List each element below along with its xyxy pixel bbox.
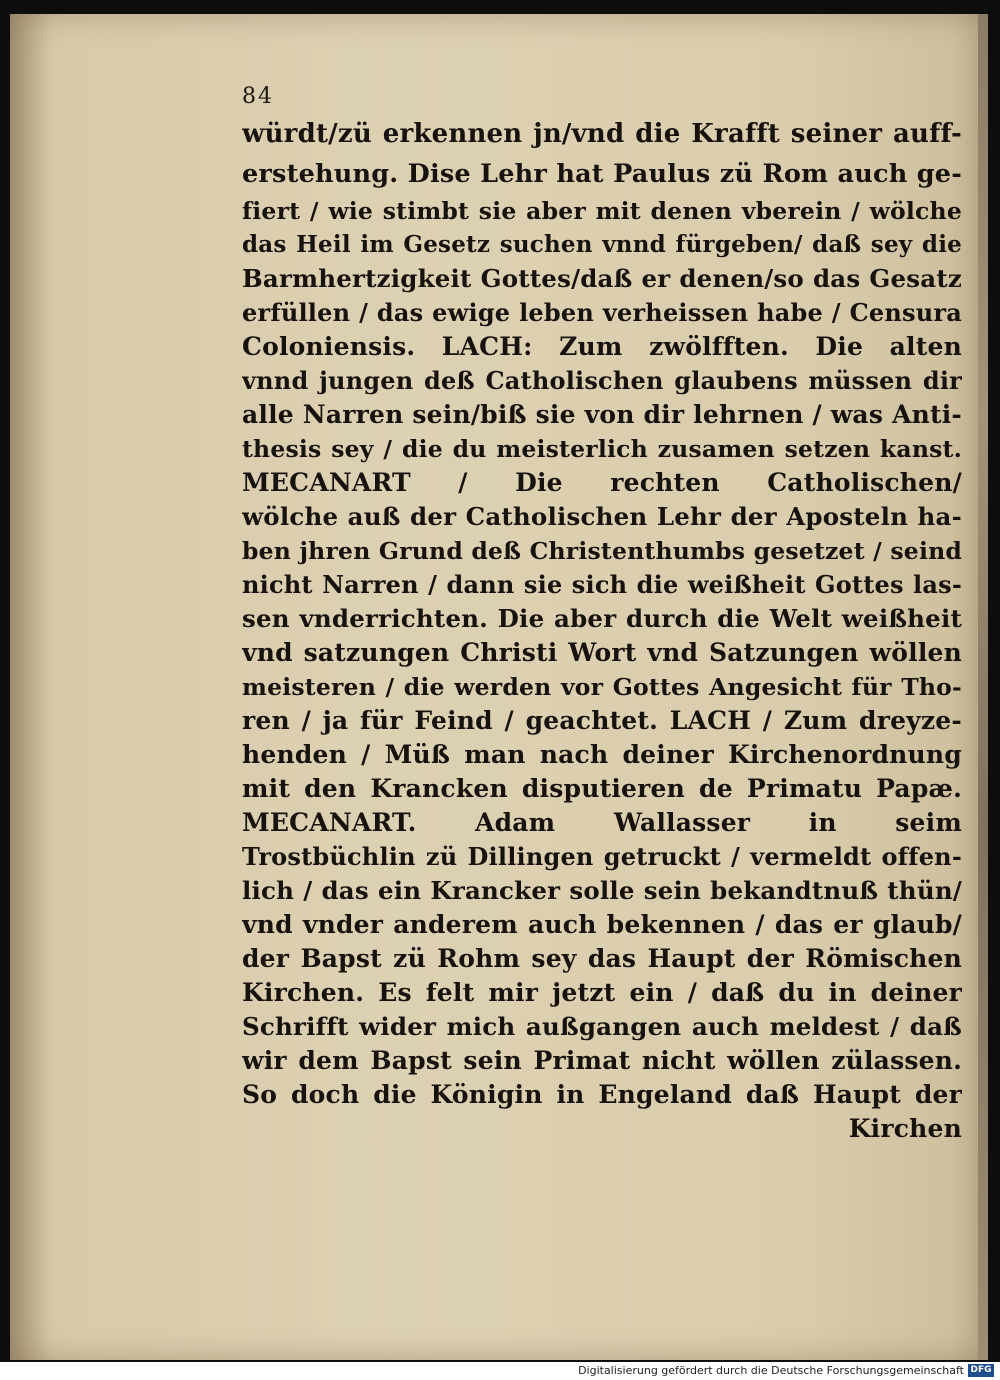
- text-line: der Bapst zü Rohm sey das Haupt der Römischen: [242, 944, 962, 973]
- text-line: Trostbüchlin zü Dillingen getruckt / vermeldt offen-: [242, 842, 962, 871]
- text-line: Kirchen. Es felt mir jetzt ein / daß du in deiner: [242, 978, 962, 1007]
- text-line: ren / ja für Feind / geachtet. LACH / Zum dreyze-: [242, 706, 962, 735]
- text-line: henden / Müß man nach deiner Kirchenordnung: [242, 740, 962, 769]
- text-line: erstehung. Dise Lehr hat Paulus zü Rom auch ge-: [242, 159, 962, 189]
- text-line: Schrifft wider mich außgangen auch meldest / daß: [242, 1012, 962, 1041]
- text-line: sen vnderrichten. Die aber durch die Welt weißheit: [242, 604, 962, 633]
- text-line: das Heil im Gesetz suchen vnnd fürgeben/ daß sey die: [242, 231, 962, 258]
- text-line: MECANART. Adam Wallasser in seim: [242, 808, 962, 837]
- text-line: wir dem Bapst sein Primat nicht wöllen zülassen.: [242, 1046, 962, 1075]
- text-line: lich / das ein Krancker solle sein bekandtnuß thün/: [242, 876, 962, 905]
- text-line: vnd satzungen Christi Wort vnd Satzungen wöllen: [242, 638, 962, 667]
- text-line: thesis sey / die du meisterlich zusamen setzen kanst.: [242, 435, 962, 463]
- text-line: mit den Krancken disputieren de Primatu Papæ.: [242, 774, 962, 803]
- footer-bar: [0, 1362, 1000, 1380]
- text-line: alle Narren sein/biß sie von dir lehrnen / was Anti-: [242, 400, 962, 429]
- text-line: Coloniensis. LACH: Zum zwölfften. Die alten: [242, 332, 962, 361]
- text-line: meisteren / die werden vor Gottes Angesicht für Tho-: [242, 673, 962, 701]
- text-line: fiert / wie stimbt sie aber mit denen vberein / wölche: [242, 197, 962, 225]
- funding-credit: Digitalisierung gefördert durch die Deutsche Forschungsgemeinschaft: [578, 1364, 964, 1377]
- text-line: Barmhertzigkeit Gottes/daß er denen/so das Gesatz: [242, 264, 962, 293]
- text-line: nicht Narren / dann sie sich die weißheit Gottes las-: [242, 570, 962, 599]
- book-page: [10, 14, 988, 1360]
- text-line: vnnd jungen deß Catholischen glaubens müssen dir: [242, 366, 962, 395]
- text-line: MECANART / Die rechten Catholischen/: [242, 468, 962, 497]
- dfg-logo: DFG: [968, 1364, 994, 1377]
- text-line: würdt/zü erkennen jn/vnd die Krafft seiner auff-: [242, 119, 962, 149]
- text-line: erfüllen / das ewige leben verheissen habe / Censura: [242, 298, 962, 327]
- text-line: So doch die Königin in Engeland daß Haupt der: [242, 1080, 962, 1109]
- text-line: ben jhren Grund deß Christenthumbs gesetzet / seind: [242, 537, 962, 565]
- page-edge: [978, 14, 988, 1360]
- page-number: 84: [242, 84, 274, 109]
- text-line: wölche auß der Catholischen Lehr der Aposteln ha-: [242, 502, 962, 531]
- text-line: vnd vnder anderem auch bekennen / das er glaub/: [242, 910, 962, 939]
- catchword: Kirchen: [848, 1114, 962, 1143]
- page-text-block: [242, 114, 962, 1146]
